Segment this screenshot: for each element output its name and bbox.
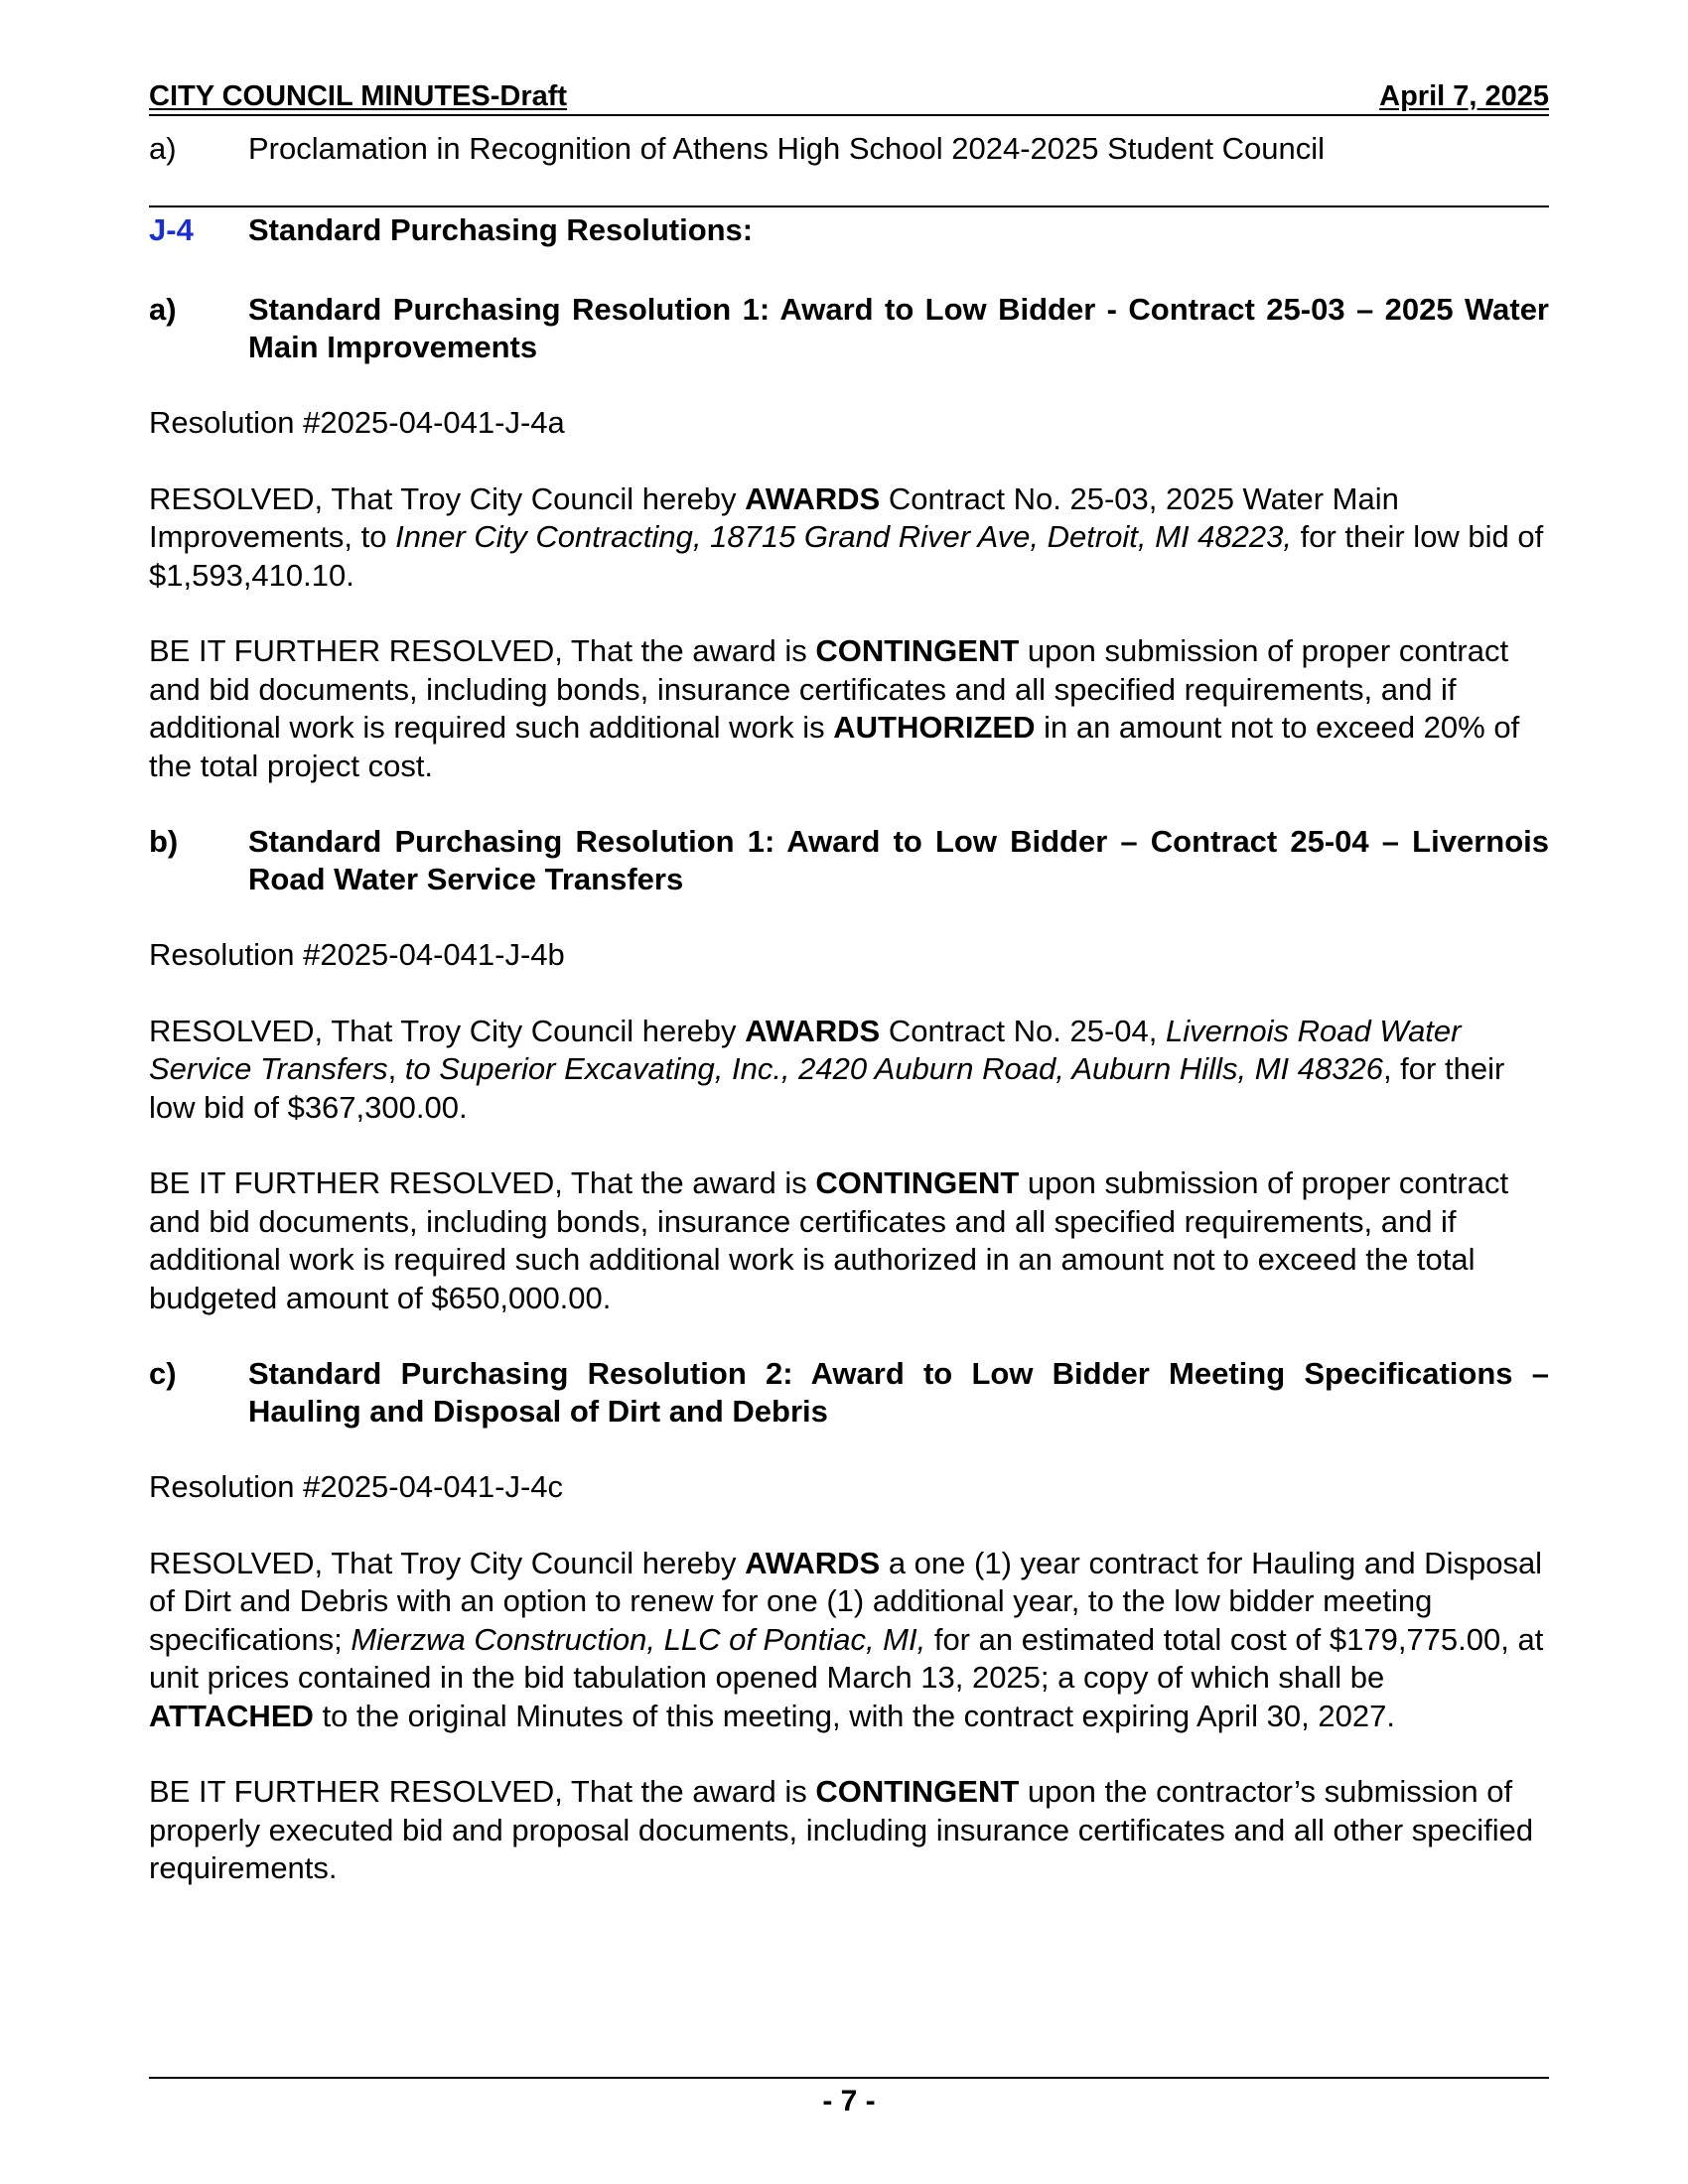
text-run: upon submission of proper contract and bid documents, including bonds, insurance certificates and all specified requirements, and if additional work is required such additional work is (149, 633, 1509, 745)
section-divider (149, 205, 1549, 207)
resolution-a-heading (149, 291, 1549, 366)
text-run: , (387, 1051, 405, 1086)
text-run: a one (1) year contract for Hauling and Disposal of Dirt and Debris with an option to renew for one (1) additional year, to the low bidder meeting specifications; (149, 1545, 1543, 1657)
text-run: Contract No. 25-04, (880, 1013, 1166, 1048)
proclamation-item (149, 130, 1549, 168)
text-run: Contract No. 25-03, 2025 Water Main Improvements, to (149, 480, 1399, 554)
section-title: Standard Purchasing Resolutions: (248, 212, 754, 247)
resolution-a-paragraph-1 (149, 480, 1549, 596)
document-page (149, 79, 1549, 1888)
resolution-a-label: a) (149, 292, 177, 327)
resolution-c-heading (149, 1355, 1549, 1431)
section-label: J-4 (149, 212, 194, 247)
resolution-a-title: Standard Purchasing Resolution 1: Award to Low Bidder - Contract 25-03 – 2025 Water Main Improvements (248, 292, 1549, 364)
item-label: a) (149, 131, 177, 166)
text-run: in an amount not to exceed 20% of the total project cost. (149, 710, 1520, 783)
text-run: BE IT FURTHER RESOLVED, That the award is (149, 1774, 816, 1809)
page-footer (149, 2077, 1549, 2118)
resolution-b-label: b) (149, 824, 179, 859)
italic-run: Mierzwa Construction, LLC of Pontiac, MI, (351, 1621, 926, 1657)
text-run: , for their low bid of $367,300.00. (149, 1051, 1505, 1125)
italic-run: Inner City Contracting, 18715 Grand River Ave, Detroit, MI 48223, (395, 519, 1292, 554)
text-run: RESOLVED, That Troy City Council hereby (149, 480, 746, 516)
text-run: for their low bid of $1,593,410.10. (149, 519, 1544, 593)
item-text: Proclamation in Recognition of Athens High School 2024-2025 Student Council (248, 131, 1325, 166)
text-run: RESOLVED, That Troy City Council hereby (149, 1013, 746, 1048)
text-run: upon the contractor’s submission of properly executed bid and proposal documents, including insurance certificates and all other specified requirements. (149, 1774, 1534, 1885)
resolution-c-number: Resolution #2025-04-041-J-4c (149, 1469, 564, 1504)
resolution-c-label: c) (149, 1356, 177, 1391)
italic-run: Livernois Road Water Service Transfers (149, 1013, 1462, 1086)
resolution-c-paragraph-2 (149, 1773, 1549, 1888)
section-heading (149, 211, 1549, 249)
text-run: upon submission of proper contract and bid documents, including bonds, insurance certificates and all specified requirements, and if additional work is required such additional work is authorized in an amount not to exceed the total budgeted amount of $650,000.00. (149, 1165, 1509, 1315)
resolution-c-paragraph-1 (149, 1545, 1549, 1736)
bold-run: AWARDS (745, 1013, 881, 1048)
resolution-b-title: Standard Purchasing Resolution 1: Award to Low Bidder – Contract 25-04 – Livernois Road Water Service Transfers (248, 824, 1549, 896)
header-title: CITY COUNCIL MINUTES-Draft (149, 80, 568, 112)
bold-run: AWARDS (745, 480, 881, 516)
text-run: to the original Minutes of this meeting, with the contract expiring April 30, 2027. (313, 1698, 1395, 1733)
page-header (149, 79, 1549, 116)
resolution-b-number: Resolution #2025-04-041-J-4b (149, 937, 565, 972)
italic-run: to Superior Excavating, Inc., 2420 Auburn Road, Auburn Hills, MI 48326 (404, 1051, 1383, 1086)
text-run: for an estimated total cost of $179,775.00, at unit prices contained in the bid tabulation opened March 13, 2025; a copy of which shall be (149, 1621, 1544, 1695)
bold-run: CONTINGENT (815, 1774, 1020, 1809)
header-date: April 7, 2025 (1379, 80, 1549, 112)
bold-run: ATTACHED (149, 1698, 314, 1733)
bold-run: CONTINGENT (815, 1165, 1020, 1200)
page-number: - 7 - (822, 2085, 876, 2117)
resolution-a-number: Resolution #2025-04-041-J-4a (149, 405, 565, 440)
bold-run: AWARDS (745, 1545, 881, 1580)
resolution-c-title: Standard Purchasing Resolution 2: Award to Low Bidder Meeting Specifications – Hauling and Disposal of Dirt and Debris (248, 1356, 1549, 1429)
bold-run: AUTHORIZED (833, 710, 1036, 745)
text-run: BE IT FURTHER RESOLVED, That the award is (149, 633, 816, 668)
text-run: RESOLVED, That Troy City Council hereby (149, 1545, 746, 1580)
resolution-b-paragraph-1 (149, 1013, 1549, 1128)
bold-run: CONTINGENT (815, 633, 1020, 668)
resolution-b-paragraph-2 (149, 1164, 1549, 1317)
resolution-b-heading (149, 823, 1549, 898)
resolution-a-paragraph-2 (149, 632, 1549, 785)
text-run: BE IT FURTHER RESOLVED, That the award is (149, 1165, 816, 1200)
